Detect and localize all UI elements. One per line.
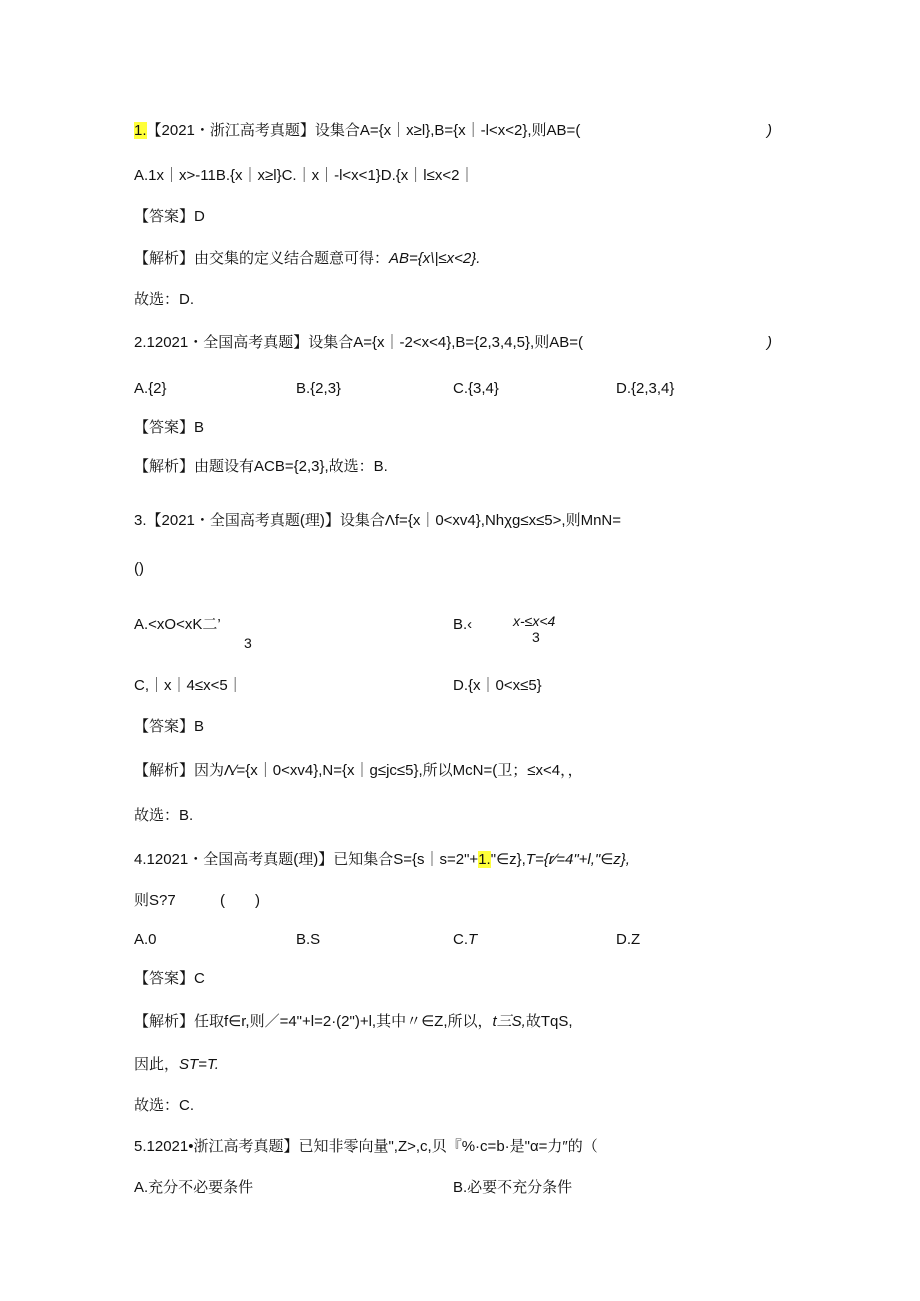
q4-analysis-b: 故TqS, [525,1013,573,1030]
q4-heading [134,850,630,870]
q3-choice: 故选：B. [134,807,194,824]
q4-option-d: D.Z [616,931,641,948]
q1-answer: 【答案】D [134,208,205,225]
q4-option-c-label: C. [453,931,468,948]
q2-option-a: A.{2} [134,380,167,397]
q4-option-a: A.0 [134,931,157,948]
q4-option-c-var: T [468,931,478,948]
q1-choice: 故选：D. [134,291,195,308]
q4-answer: 【答案】C [134,970,205,987]
q5-option-a: A.充分不必要条件 [134,1179,254,1196]
q4-highlight: 1. [478,851,491,868]
q1-options: A.1x｜x>-11B.{x｜x≥l}C.｜x｜-l<x<1}D.{x｜l≤x<2｜ [134,167,475,184]
q3-answer: 【答案】B [134,718,205,735]
q3-option-a-sub: 3 [244,635,252,651]
q5-heading: 5.12021•浙江高考真题】已知非零向量",Z>,c,贝『%·c=b·是"α=力″的（ [134,1138,598,1155]
q4-text-a: 4.12021・全国高考真题(理)】已知集合S={s｜s=2"+ [134,851,479,868]
q3-heading: 3.【2021・全国高考真题(理)】设集合Λf={x｜0<xv4},Nhχg≤x≤5>,则MnN= [134,512,622,529]
q4-therefore-formula: ST=T. [179,1056,219,1073]
q2-option-b: B.{2,3} [296,380,342,397]
q4-line2: 则S?7 [134,892,176,909]
q4-paren: ( ) [220,892,260,909]
q2-paren: ) [767,334,772,351]
q3-option-d: D.{x｜0<x≤5} [453,677,542,694]
q4-text-c: T={r∕=4"+l,"∈z}, [525,851,630,868]
q2-heading: 2.12021・全国高考真题】设集合A={x｜-2<x<4},B={2,3,4,5},则AB=( [134,334,583,351]
q4-option-c [453,930,477,950]
q4-analysis [134,1012,573,1032]
q4-analysis-a: 【解析】任取f∈r,则／=4"+l=2·(2")+l,其中〃∈Z,所以， [134,1013,493,1030]
q1-text: 【2021・浙江高考真题】设集合A={x｜x≥l},B={x｜-l<x<2},则AB=( [146,122,581,139]
q1-heading [134,121,580,141]
q1-number: 1. [134,122,147,139]
q1-paren: ) [767,122,772,139]
q3-option-a: A.<xO<xK二’ [134,616,221,633]
q2-analysis: 【解析】由题设有ACB={2,3},故选：B. [134,458,388,475]
q3-paren: () [134,560,144,577]
q4-therefore-prefix: 因此， [134,1056,180,1073]
q1-analysis [134,249,480,269]
q4-text-b: "∈z}, [490,851,526,868]
q4-choice: 故选：C. [134,1097,195,1114]
q2-option-d: D.{2,3,4} [616,380,675,397]
q1-analysis-formula: AB={x\|≤x<2}. [389,250,481,267]
q5-option-b: B.必要不充分条件 [453,1179,573,1196]
q3-option-b-sub: 3 [532,629,540,645]
q2-option-c: C.{3,4} [453,380,499,397]
q1-analysis-text: 【解析】由交集的定义结合题意可得： [134,250,390,267]
q4-analysis-it: t三S, [492,1013,526,1030]
q3-option-b-formula: x-≤x<4 [513,613,556,629]
q2-answer: 【答案】B [134,419,205,436]
q3-analysis: 【解析】因为Λ∕={x｜0<xv4},N={x｜g≤jc≤5},所以McN=(卫；≤x<4，， [134,762,583,779]
q4-therefore [134,1055,219,1075]
q3-option-c: C,｜x｜4≤x<5｜ [134,677,243,694]
q4-option-b: B.S [296,931,321,948]
q3-option-b: B.‹ [453,616,473,633]
